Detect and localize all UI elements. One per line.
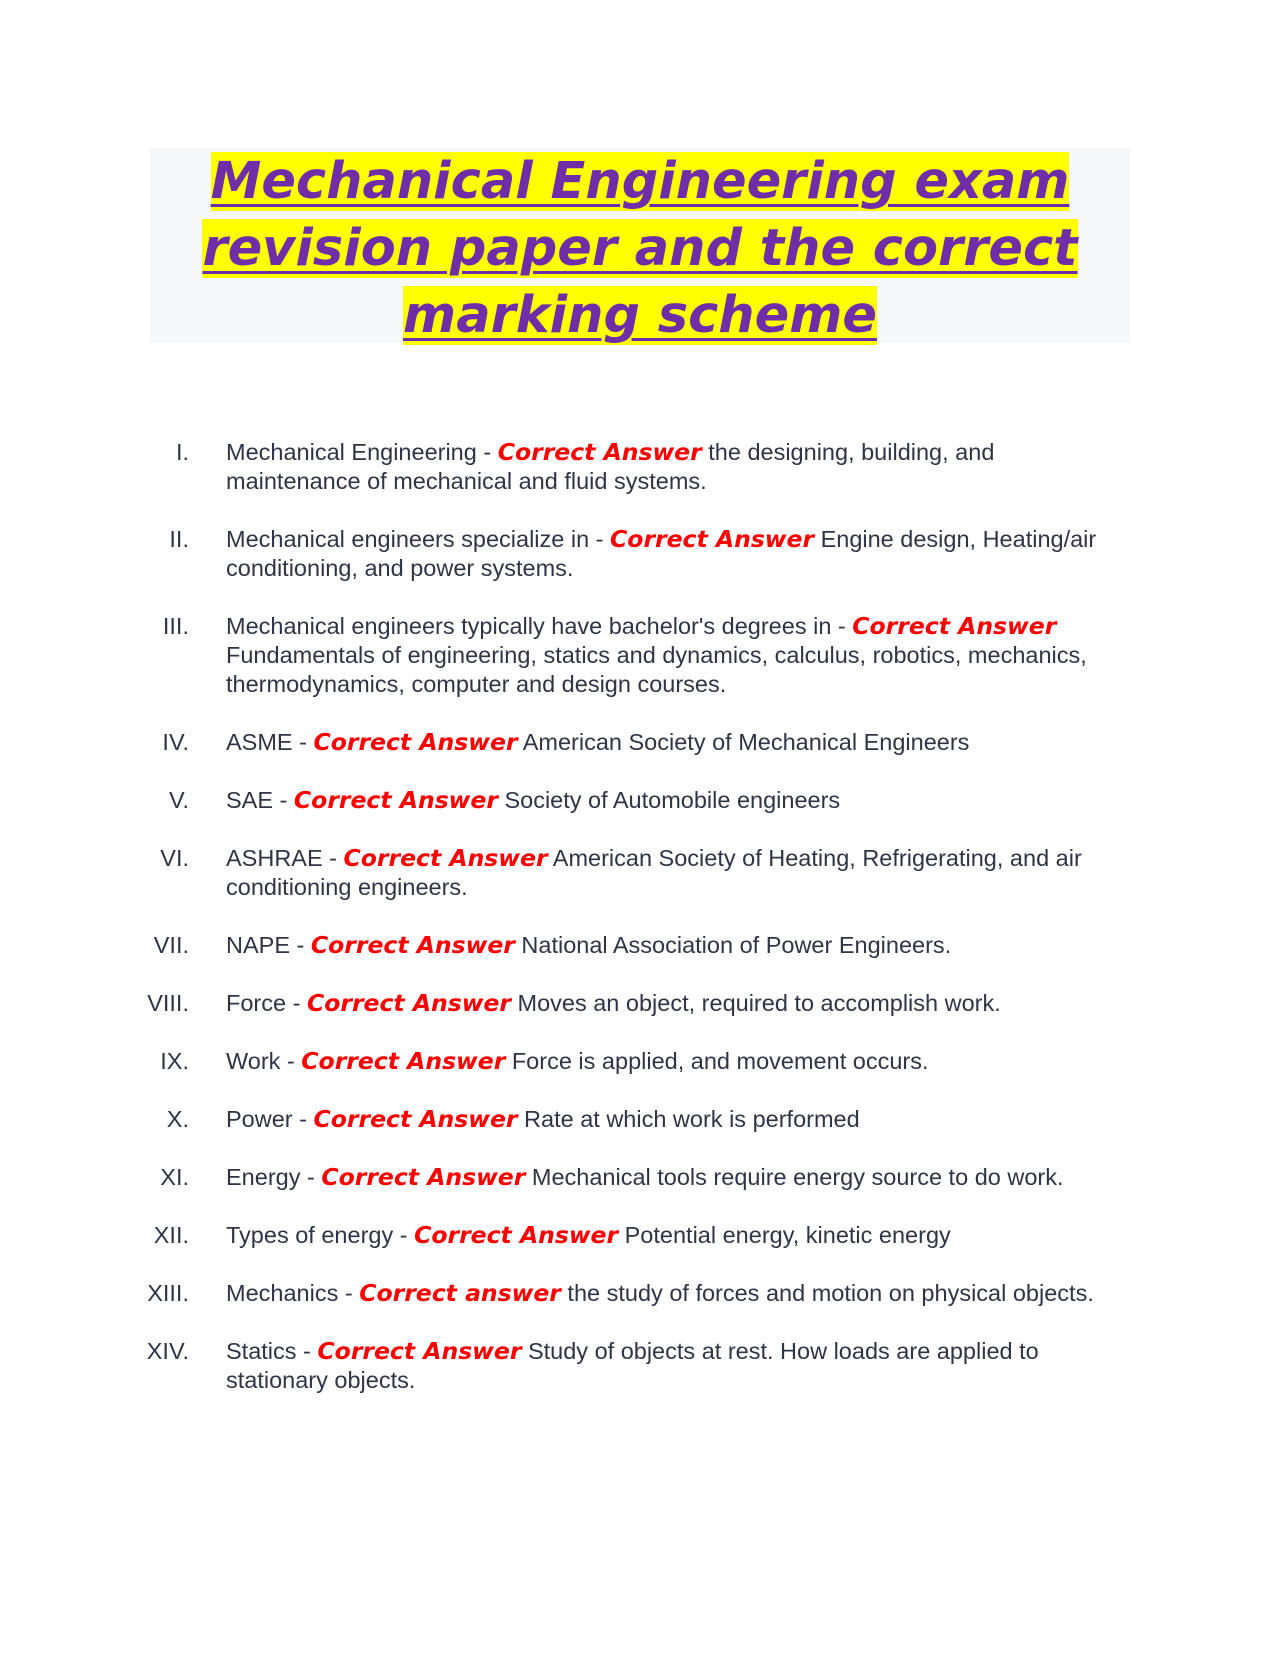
item-term: Force - (226, 990, 307, 1016)
title-line-3: marking scheme (403, 286, 877, 345)
item-numeral: III. (162, 613, 189, 639)
item-answer: National Association of Power Engineers. (514, 932, 952, 958)
item-term: Work - (226, 1048, 302, 1074)
list-item (0, 525, 1126, 583)
item-answer: American Society of Heating, Refrigerating, and air conditioning engineers. (226, 845, 1082, 900)
correct-answer-tag: Correct Answer (293, 786, 498, 814)
item-answer: Study of objects at rest. How loads are applied to stationary objects. (226, 1338, 1039, 1393)
correct-answer-tag: Correct answer (359, 1279, 561, 1307)
correct-answer-tag: Correct Answer (497, 438, 702, 466)
item-answer: Force is applied, and movement occurs. (505, 1048, 929, 1074)
correct-answer-tag: Correct Answer (852, 612, 1057, 640)
title-line-2: revision paper and the correct (202, 219, 1078, 278)
item-numeral: XII. (153, 1222, 189, 1248)
list-item (0, 989, 1126, 1018)
item-term: Types of energy - (226, 1222, 415, 1248)
list-item (0, 1105, 1126, 1134)
list-item (0, 612, 1126, 699)
correct-answer-tag: Correct Answer (317, 1337, 522, 1365)
item-term: Mechanical engineers typically have bachelor's degrees in - (226, 613, 853, 639)
correct-answer-tag: Correct Answer (414, 1221, 619, 1249)
list-item (0, 844, 1126, 902)
item-numeral: II. (169, 526, 189, 552)
item-numeral: VIII. (147, 990, 189, 1016)
title-line-1: Mechanical Engineering exam (210, 152, 1070, 211)
item-numeral: VII. (153, 932, 189, 958)
correct-answer-tag: Correct Answer (610, 525, 815, 553)
correct-answer-tag: Correct Answer (313, 1105, 518, 1133)
item-term: Mechanics - (226, 1280, 360, 1306)
item-term: Mechanical Engineering - (226, 439, 498, 465)
item-term: Energy - (226, 1164, 322, 1190)
document-title (150, 148, 1130, 349)
item-answer: Mechanical tools require energy source to do work. (525, 1164, 1064, 1190)
list-item (0, 1047, 1126, 1076)
list-item (0, 728, 1126, 757)
item-term: ASME - (226, 729, 314, 755)
item-answer: Rate at which work is performed (517, 1106, 860, 1132)
item-term: Power - (226, 1106, 314, 1132)
list-item (0, 1279, 1126, 1308)
list-item (0, 1337, 1126, 1395)
item-answer: Fundamentals of engineering, statics and dynamics, calculus, robotics, mechanics, thermodynamics, computer and design courses. (226, 642, 1087, 697)
list-item (0, 1221, 1126, 1250)
item-answer: the designing, building, and maintenance of mechanical and fluid systems. (226, 439, 995, 494)
item-term: ASHRAE - (226, 845, 344, 871)
item-term: NAPE - (226, 932, 311, 958)
correct-answer-tag: Correct Answer (313, 728, 518, 756)
item-numeral: I. (175, 439, 189, 465)
item-answer: Moves an object, required to accomplish work. (510, 990, 1001, 1016)
correct-answer-tag: Correct Answer (310, 931, 515, 959)
item-term: Statics - (226, 1338, 318, 1364)
item-term: SAE - (226, 787, 294, 813)
item-answer: American Society of Mechanical Engineers (517, 729, 970, 755)
list-item (0, 438, 1126, 496)
title-banner (150, 148, 1130, 345)
item-answer: Society of Automobile engineers (497, 787, 841, 813)
item-numeral: IV. (162, 729, 189, 755)
correct-answer-tag: Correct Answer (321, 1163, 526, 1191)
item-numeral: VI. (160, 845, 189, 871)
item-numeral: XIV. (146, 1338, 189, 1364)
list-item (0, 786, 1126, 815)
correct-answer-tag: Correct Answer (306, 989, 511, 1017)
correct-answer-tag: Correct Answer (301, 1047, 506, 1075)
correct-answer-tag: Correct Answer (343, 844, 548, 872)
item-answer: Engine design, Heating/air conditioning, and power systems. (226, 526, 1097, 581)
list-item (0, 1163, 1126, 1192)
item-numeral: XI. (160, 1164, 189, 1190)
question-answer-list (0, 438, 1280, 1424)
item-answer: Potential energy, kinetic energy (618, 1222, 951, 1248)
item-numeral: XIII. (147, 1280, 189, 1306)
list-item (0, 931, 1126, 960)
item-answer: the study of forces and motion on physical objects. (560, 1280, 1094, 1306)
item-numeral: IX. (160, 1048, 189, 1074)
item-numeral: V. (168, 787, 189, 813)
item-term: Mechanical engineers specialize in - (226, 526, 611, 552)
item-numeral: X. (166, 1106, 189, 1132)
